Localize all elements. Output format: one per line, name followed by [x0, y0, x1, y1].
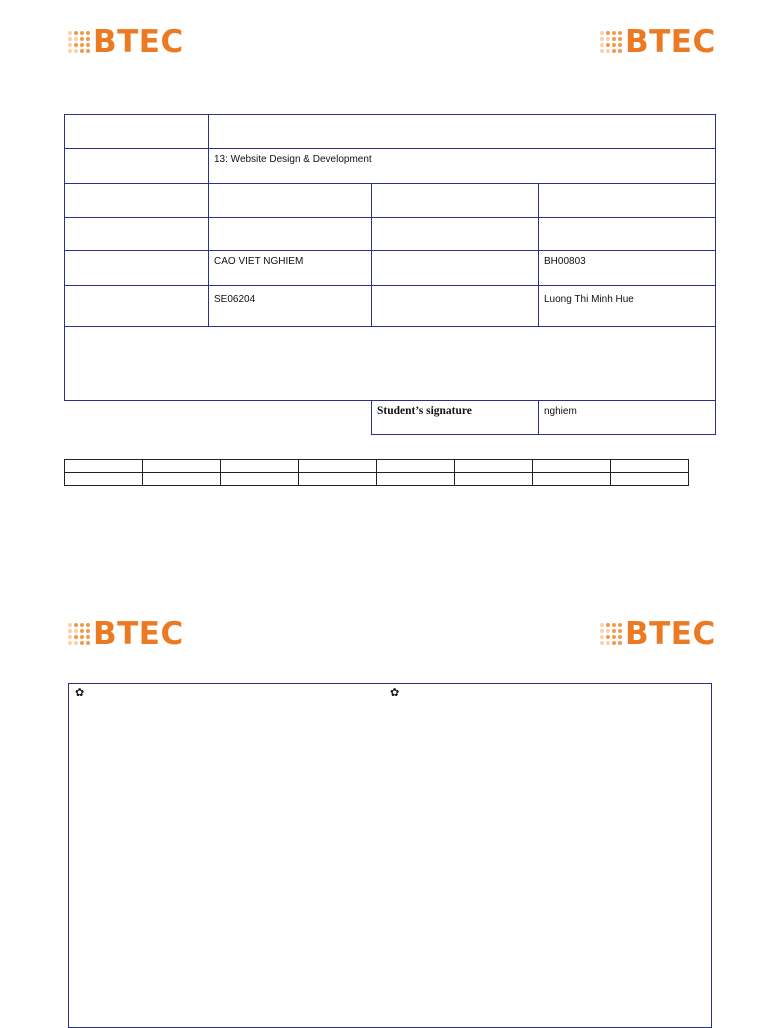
grid-cell: [299, 460, 377, 473]
logo-text: BTEC: [625, 23, 716, 60]
grid-cell: [533, 473, 611, 486]
signature-value: nghiem: [544, 406, 577, 417]
btec-logo-right-page2: [600, 614, 716, 654]
grid-cell: [221, 473, 299, 486]
student-name-value: CAO VIET NGHIEM: [214, 256, 304, 267]
unit-value: 13: Website Design & Development: [214, 154, 372, 165]
gear-icon: ✿: [75, 687, 85, 699]
logo-text: BTEC: [93, 615, 184, 652]
assessor-value: Luong Thi Minh Hue: [544, 294, 634, 305]
grid-cell: [65, 460, 143, 473]
logo-dots: [600, 31, 622, 53]
gear-icon: ✿: [390, 687, 400, 699]
logo-dots: [68, 31, 90, 53]
feedback-box: [68, 683, 712, 1028]
btec-logo-left-page2: [68, 614, 184, 654]
grid-cell: [611, 460, 689, 473]
signature-label: Student’s signature: [377, 405, 472, 417]
logo-text: BTEC: [625, 615, 716, 652]
grid-cell: [143, 473, 221, 486]
grid-cell: [377, 460, 455, 473]
grid-cell: [65, 473, 143, 486]
btec-logo-left: [68, 22, 184, 62]
logo-dots: [68, 623, 90, 645]
grid-cell: [299, 473, 377, 486]
class-value: SE06204: [214, 294, 256, 305]
grid-cell: [455, 460, 533, 473]
grid-cell: [455, 473, 533, 486]
grid-cell: [143, 460, 221, 473]
grid-cell: [533, 460, 611, 473]
btec-logo-right: [600, 22, 716, 62]
logo-text: BTEC: [93, 23, 184, 60]
grid-cell: [221, 460, 299, 473]
grid-cell: [611, 473, 689, 486]
logo-dots: [600, 623, 622, 645]
table-row: [65, 473, 689, 486]
table-row: [65, 460, 689, 473]
grading-grid: [64, 459, 689, 486]
student-id-value: BH00803: [544, 256, 586, 267]
grid-cell: [377, 473, 455, 486]
